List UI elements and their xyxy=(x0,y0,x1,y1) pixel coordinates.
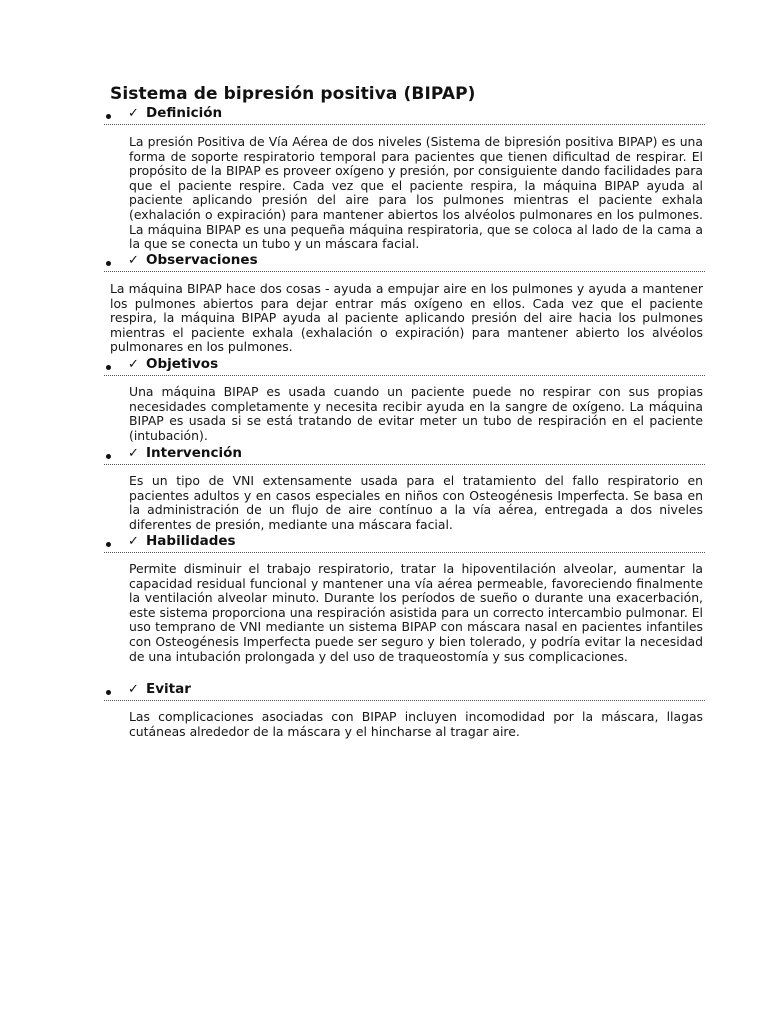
section-title: Habilidades xyxy=(146,533,236,549)
section-heading-habilidades xyxy=(104,533,705,553)
checkmark-icon: ✓ xyxy=(128,253,139,268)
bullet-icon xyxy=(106,365,111,370)
bullet-icon xyxy=(106,542,111,547)
section-title: Intervención xyxy=(146,445,242,461)
checkmark-icon: ✓ xyxy=(128,446,139,461)
section-heading-objetivos xyxy=(104,356,705,376)
section-heading-intervencion xyxy=(104,445,705,465)
checkmark-icon: ✓ xyxy=(128,357,139,372)
section-heading-definicion xyxy=(104,105,705,125)
checkmark-icon: ✓ xyxy=(128,534,139,549)
section-heading-evitar xyxy=(104,681,705,701)
section-title: Observaciones xyxy=(146,252,258,268)
section-body-definicion: La presión Positiva de Vía Aérea de dos niveles (Sistema de bipresión positiva BIPAP) es una forma de soporte respiratorio temporal para pacientes que tienen dificultad de respirar. El propósito de la BIPAP es proveer oxígeno y presión, por consiguiente dando facilidades para que el paciente respire. Cada vez que el paciente respira, la máquina BIPAP ayuda al paciente aplicando presión del aire para los pulmones mientras el paciente exhala (exhalación o expiración) para mantener abiertos los alvéolos pulmonares en los pulmones. La máquina BIPAP es una pequeña máquina respiratoria, que se coloca al lado de la cama a la que se conecta un tubo y un máscara facial. xyxy=(129,134,703,252)
document-title: Sistema de bipresión positiva (BIPAP) xyxy=(110,84,476,104)
section-title: Definición xyxy=(146,105,223,121)
section-heading-observaciones xyxy=(104,252,705,272)
section-body-intervencion: Es un tipo de VNI extensamente usada para el tratamiento del fallo respiratorio en pacientes adultos y en casos especiales en niños con Osteogénesis Imperfecta. Se basa en la administración de un flujo de aire contínuo a la vía aérea, entregada a dos niveles diferentes de presión, mediante una máscara facial. xyxy=(129,473,703,532)
bullet-icon xyxy=(106,114,111,119)
section-body-observaciones: La máquina BIPAP hace dos cosas - ayuda a empujar aire en los pulmones y ayuda a mantener los pulmones abiertos para dejar entrar más oxígeno en ellos. Cada vez que el paciente respira, la máquina BIPAP ayuda al paciente aplicando presión del aire hacia los pulmones mientras el paciente exhala (exhalación o expiración) para mantener abierto los alvéolos pulmonares en los pulmones. xyxy=(110,281,703,355)
section-body-habilidades: Permite disminuir el trabajo respiratorio, tratar la hipoventilación alveolar, aumentar la capacidad residual funcional y mantener una vía aérea permeable, favoreciendo finalmente la ventilación alveolar minuto. Durante los períodos de sueño o durante una exacerbación, este sistema proporciona una respiración asistida para un correcto intercambio pulmonar. El uso temprano de VNI mediante un sistema BIPAP con máscara nasal en pacientes infantiles con Osteogénesis Imperfecta puede ser seguro y bien tolerado, y podría evitar la necesidad de una intubación prolongada y del uso de traqueostomía y sus complicaciones. xyxy=(129,561,703,664)
bullet-icon xyxy=(106,690,111,695)
bullet-icon xyxy=(106,261,111,266)
section-title: Objetivos xyxy=(146,356,219,372)
checkmark-icon: ✓ xyxy=(128,682,139,697)
section-body-objetivos: Una máquina BIPAP es usada cuando un paciente puede no respirar con sus propias necesidades completamente y necesita recibir ayuda en la sangre de oxígeno. La máquina BIPAP es usada si se está tratando de evitar meter un tubo de respiración en el paciente (intubación). xyxy=(129,384,703,443)
checkmark-icon: ✓ xyxy=(128,106,139,121)
bullet-icon xyxy=(106,454,111,459)
section-title: Evitar xyxy=(146,681,191,697)
section-body-evitar: Las complicaciones asociadas con BIPAP incluyen incomodidad por la máscara, llagas cutáneas alrededor de la máscara y el hincharse al tragar aire. xyxy=(129,709,703,739)
